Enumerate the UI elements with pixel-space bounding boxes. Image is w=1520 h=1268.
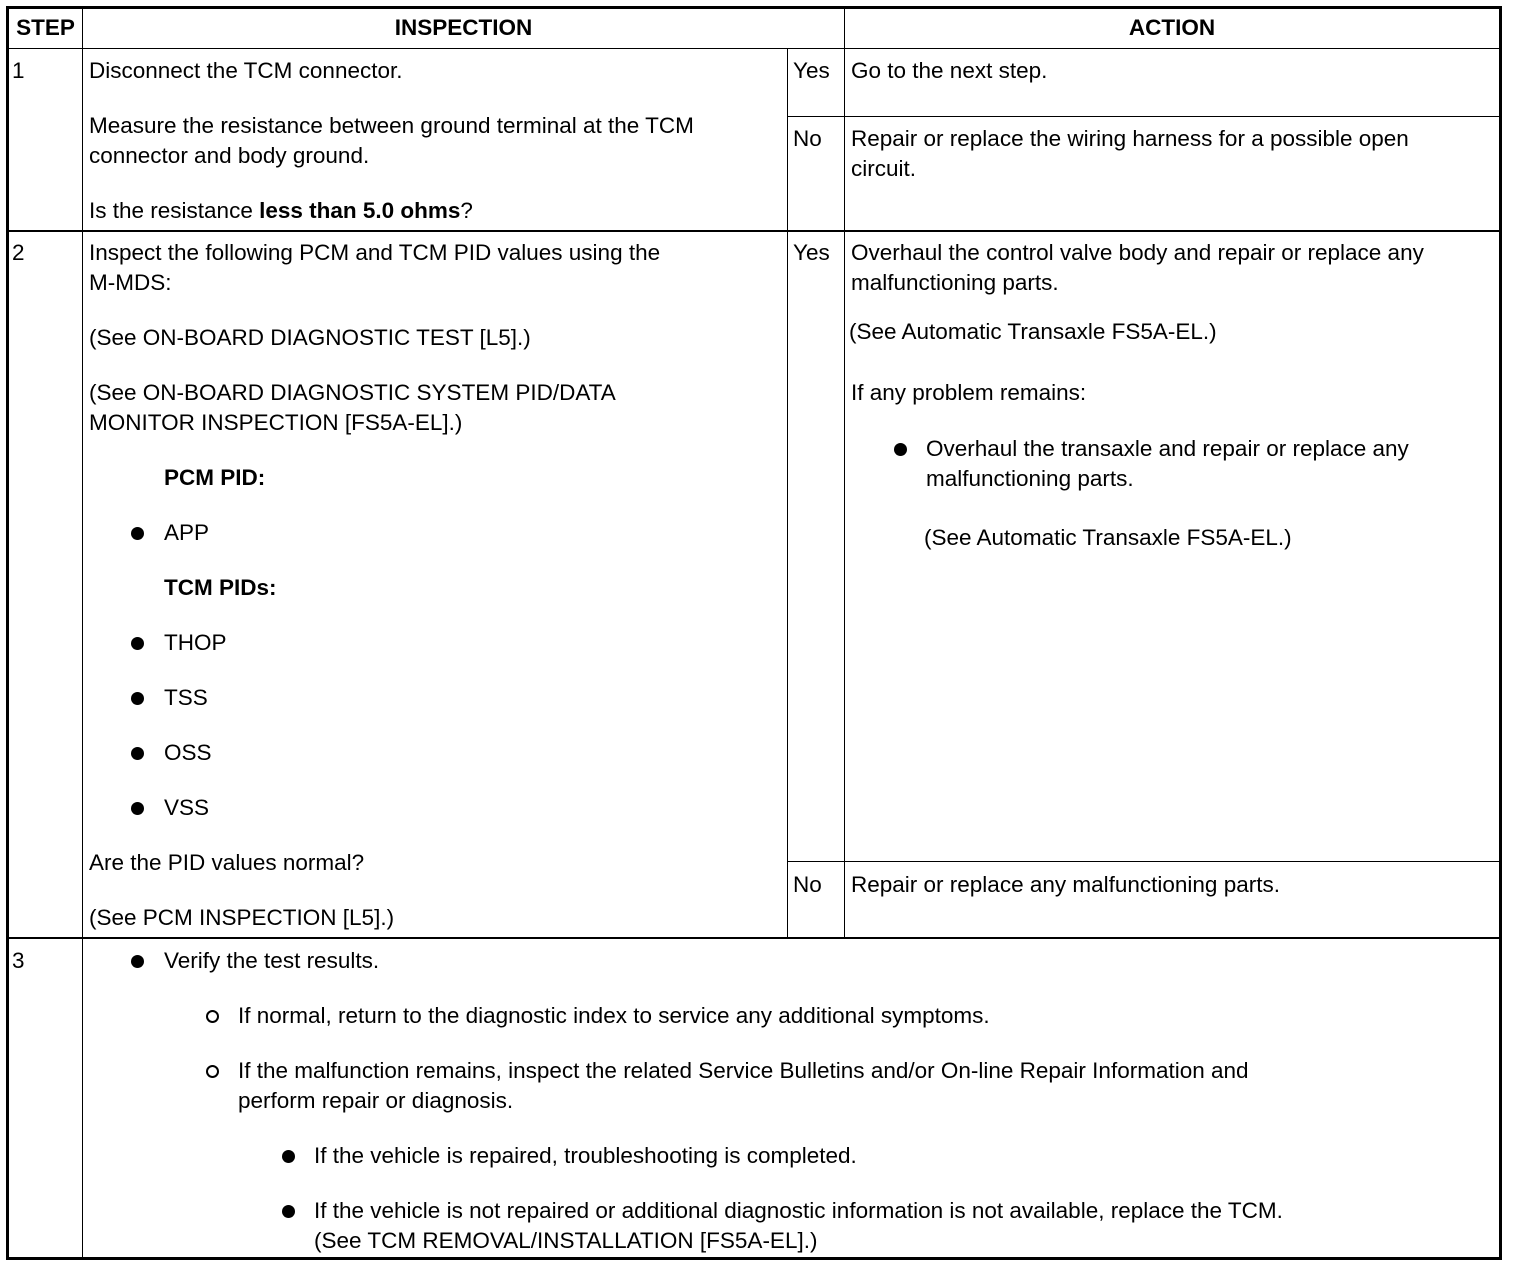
step1-question (89, 196, 473, 226)
step2-no-label: No (793, 872, 822, 897)
tcm-pid-item: OSS (164, 740, 212, 765)
step3-number: 3 (12, 948, 25, 973)
header-action: ACTION (1128, 15, 1216, 40)
step2-inspection-p1b: M-MDS: (89, 270, 172, 295)
step3-not-repaired-b: (See TCM REMOVAL/INSTALLATION [FS5A-EL].) (314, 1228, 818, 1253)
tcm-pid-item: VSS (164, 795, 210, 820)
step2-yes-if-problem: If any problem remains: (851, 380, 1087, 405)
bullet-dot-icon (894, 443, 907, 456)
step2-yes-ref2: (See Automatic Transaxle FS5A-EL.) (924, 525, 1292, 550)
step3-normal: If normal, return to the diagnostic index to service any additional symptoms. (238, 1003, 990, 1028)
hollow-bullet-icon (206, 1010, 219, 1023)
step-column-divider (82, 6, 83, 1260)
step1-question-pre: Is the resistance (89, 198, 260, 223)
hollow-bullet-icon (206, 1065, 219, 1078)
step3-verify: Verify the test results. (164, 948, 380, 973)
step2-ref1: (See ON-BOARD DIAGNOSTIC TEST [L5].) (89, 325, 531, 350)
step3-not-repaired-a: If the vehicle is not repaired or additional diagnostic information is not available, replace the TCM. (314, 1198, 1283, 1223)
step2-yes-no-divider (787, 861, 1500, 862)
step2-number: 2 (12, 240, 25, 265)
table-border-bottom (6, 1257, 1502, 1260)
header-inspection: INSPECTION (394, 15, 533, 40)
step2-yes-ref1: (See Automatic Transaxle FS5A-EL.) (849, 319, 1217, 344)
step2-yes-bullet-b: malfunctioning parts. (926, 466, 1134, 491)
step3-remains-b: perform repair or diagnosis. (238, 1088, 514, 1113)
bullet-dot-icon (131, 637, 144, 650)
step3-repaired: If the vehicle is repaired, troubleshooting is completed. (314, 1143, 857, 1168)
step2-question: Are the PID values normal? (89, 850, 365, 875)
bullet-dot-icon (131, 527, 144, 540)
bullet-dot-icon (282, 1150, 295, 1163)
pcm-pid-item: APP (164, 520, 210, 545)
table-border-right (1499, 6, 1502, 1260)
step1-yes-no-divider (787, 116, 1500, 117)
step2-inspection-p1a: Inspect the following PCM and TCM PID values using the (89, 240, 661, 265)
bullet-dot-icon (131, 747, 144, 760)
step2-divider (6, 937, 1502, 939)
tcm-pid-item: TSS (164, 685, 208, 710)
step1-question-bold: less than 5.0 ohms (259, 198, 461, 223)
step1-divider (6, 230, 1502, 232)
pcm-pid-heading: PCM PID: (164, 465, 266, 490)
step1-no-action-a: Repair or replace the wiring harness for a possible open (851, 126, 1409, 151)
header-step: STEP (16, 15, 75, 40)
step1-yes-action: Go to the next step. (851, 58, 1048, 83)
step2-no-action: Repair or replace any malfunctioning parts. (851, 872, 1280, 897)
step1-inspection-p1: Disconnect the TCM connector. (89, 58, 403, 83)
header-divider (6, 48, 1502, 49)
step1-number: 1 (12, 58, 25, 83)
action-column-divider (844, 6, 845, 938)
step2-yes-action-a: Overhaul the control valve body and repair or replace any (851, 240, 1424, 265)
step2-yes-label: Yes (793, 240, 830, 265)
step1-question-post: ? (460, 198, 473, 223)
step1-inspection-p2b: connector and body ground. (89, 143, 370, 168)
bullet-dot-icon (282, 1205, 295, 1218)
step3-remains-a: If the malfunction remains, inspect the related Service Bulletins and/or On-line Repair Information and (238, 1058, 1249, 1083)
step1-no-action-b: circuit. (851, 156, 917, 181)
table-border-left (6, 6, 9, 1260)
table-border-top (6, 6, 1502, 9)
tcm-pid-heading: TCM PIDs: (164, 575, 277, 600)
bullet-dot-icon (131, 955, 144, 968)
step2-yes-action-b: malfunctioning parts. (851, 270, 1059, 295)
bullet-dot-icon (131, 802, 144, 815)
step1-inspection-p2a: Measure the resistance between ground terminal at the TCM (89, 113, 694, 138)
yesno-column-divider (787, 48, 788, 938)
step2-ref3: (See PCM INSPECTION [L5].) (89, 905, 395, 930)
tcm-pid-item: THOP (164, 630, 227, 655)
step2-yes-bullet-a: Overhaul the transaxle and repair or replace any (926, 436, 1409, 461)
step2-ref2b: MONITOR INSPECTION [FS5A-EL].) (89, 410, 463, 435)
bullet-dot-icon (131, 692, 144, 705)
step1-no-label: No (793, 126, 822, 151)
step2-ref2a: (See ON-BOARD DIAGNOSTIC SYSTEM PID/DATA (89, 380, 616, 405)
step1-yes-label: Yes (793, 58, 830, 83)
